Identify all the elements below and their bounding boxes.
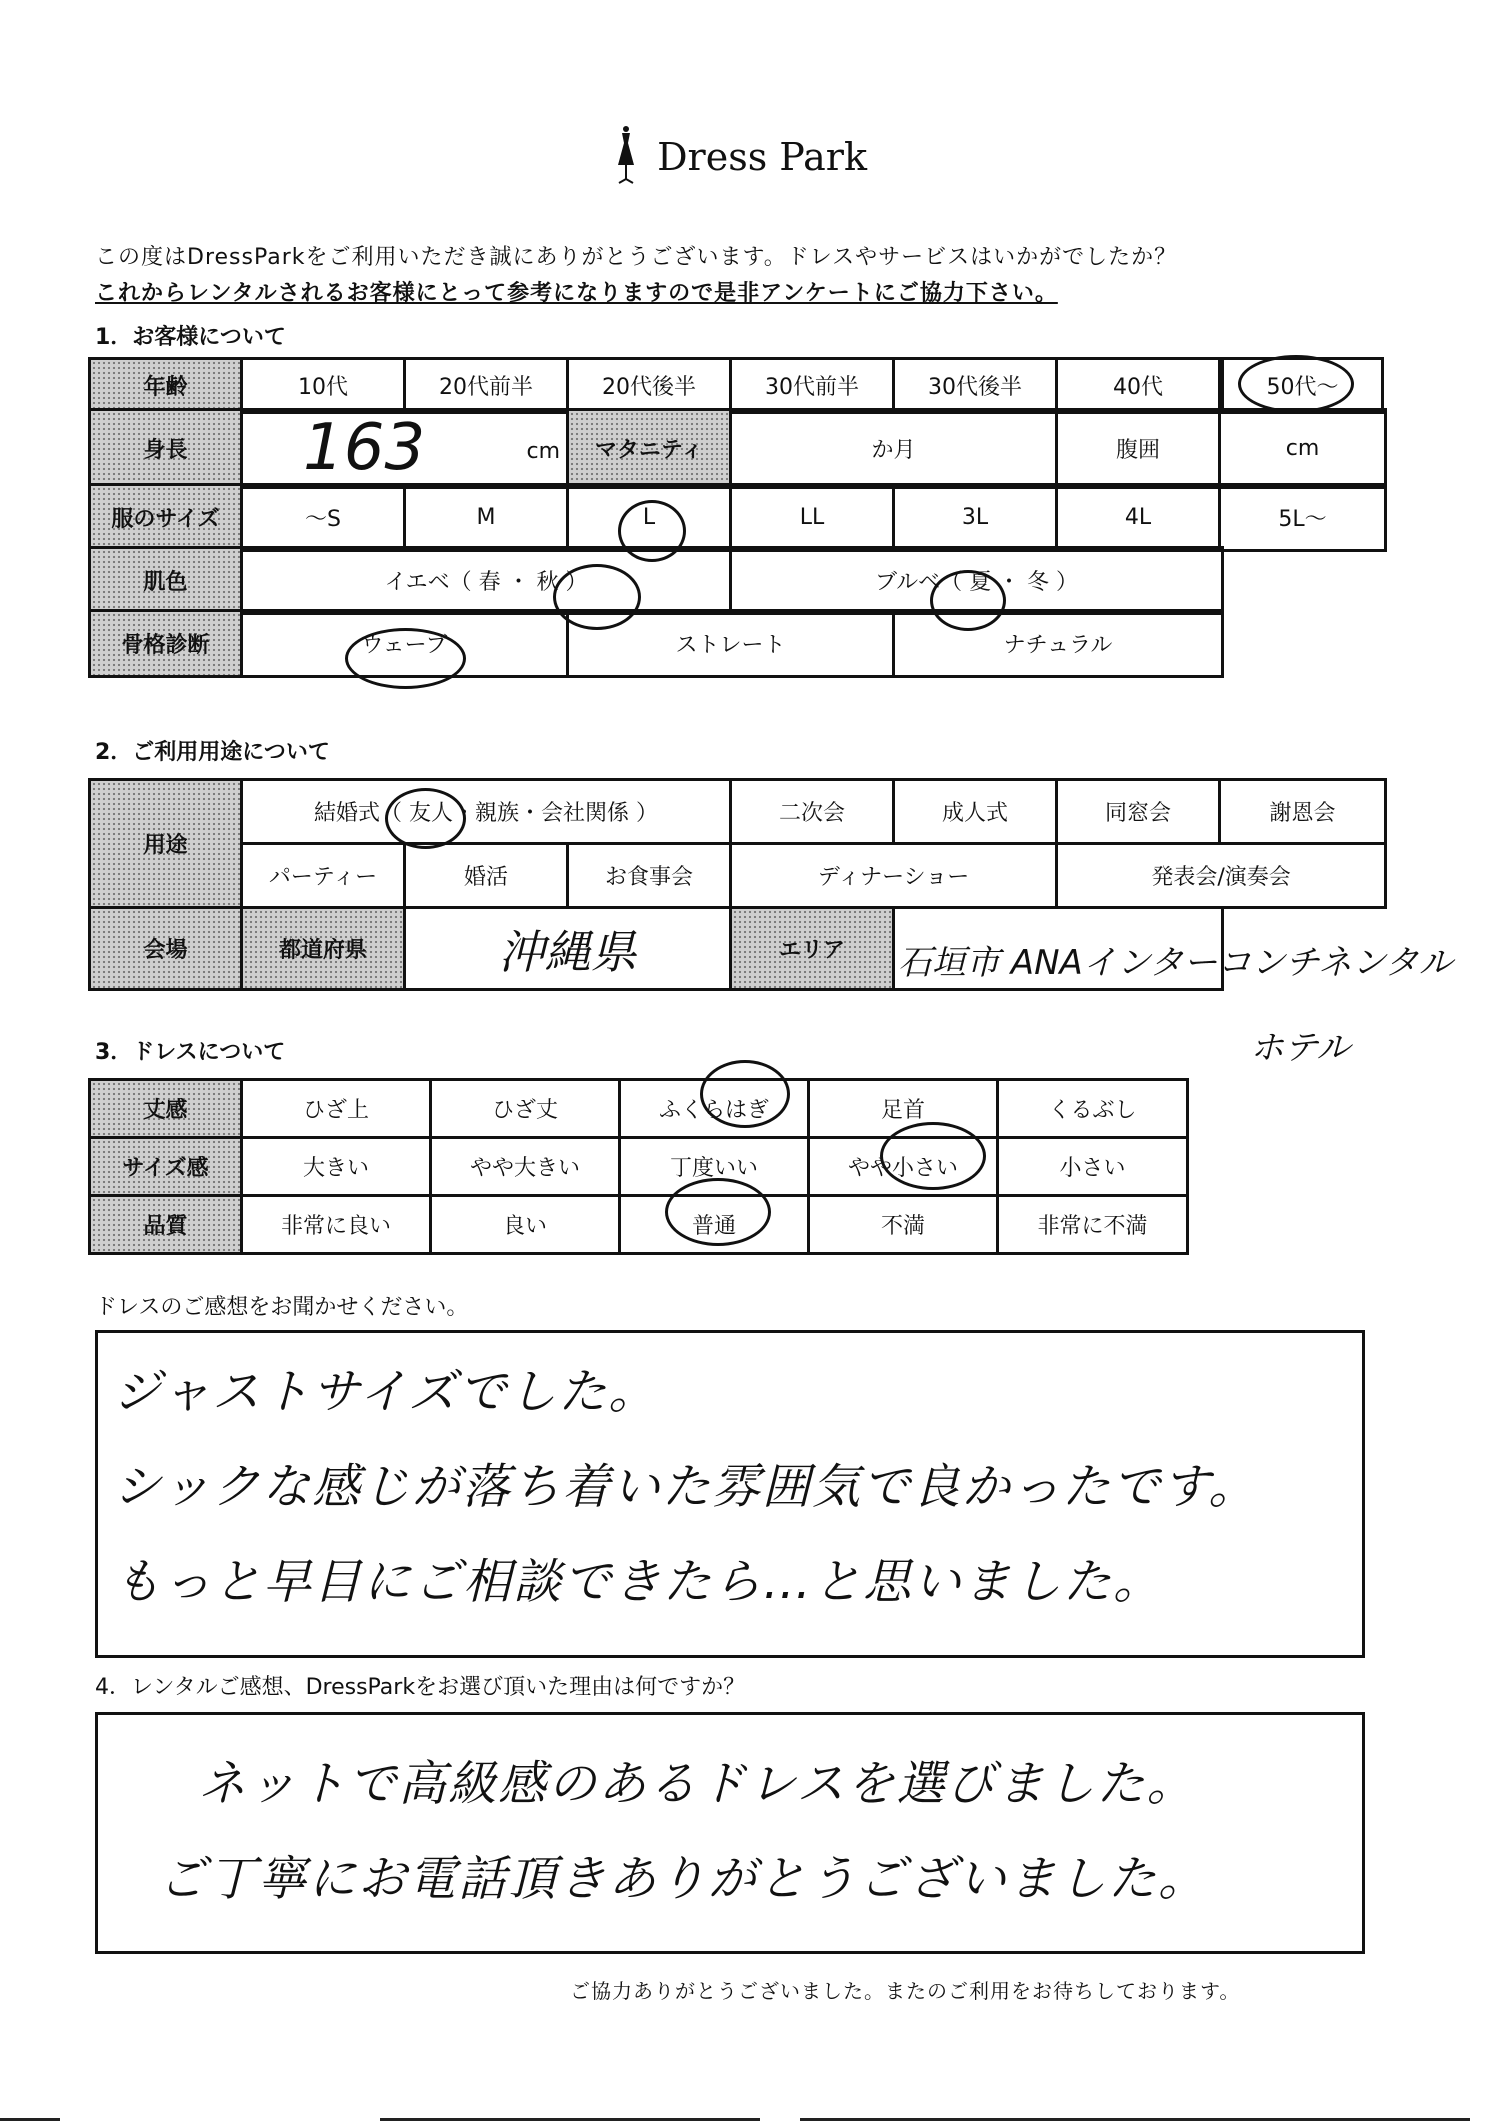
- size-option[interactable]: ～S: [242, 485, 405, 551]
- age-option[interactable]: 20代前半: [405, 359, 568, 413]
- bone-row: [88, 609, 1224, 678]
- purpose-option[interactable]: 発表会/演奏会: [1057, 844, 1386, 908]
- age-option[interactable]: 30代後半: [894, 359, 1057, 413]
- purpose-table: [88, 778, 1387, 909]
- selection-circle: [385, 788, 466, 849]
- selection-circle: [1238, 355, 1354, 413]
- intro-request: これからレンタルされるお客様にとって参考になりますので是非アンケートにご協力下さい。: [95, 281, 1058, 306]
- size-option[interactable]: 3L: [894, 485, 1057, 551]
- height-row: [88, 408, 1387, 489]
- size-row: [88, 483, 1387, 552]
- length-label: 丈感: [90, 1080, 242, 1138]
- bone-label: 骨格診断: [90, 611, 242, 677]
- bone-option[interactable]: ナチュラル: [894, 611, 1223, 677]
- skin-label: 肌色: [90, 548, 242, 614]
- age-option[interactable]: 20代後半: [568, 359, 731, 413]
- reason-box[interactable]: [95, 1712, 1365, 1954]
- purpose-option[interactable]: 婚活: [405, 844, 568, 908]
- fit-option[interactable]: 小さい: [998, 1138, 1188, 1196]
- purpose-option[interactable]: 謝恩会: [1220, 780, 1386, 844]
- scan-edge-mark: [0, 2118, 60, 2121]
- length-option[interactable]: ひざ丈: [431, 1080, 620, 1138]
- quality-option[interactable]: 普通: [620, 1196, 809, 1254]
- intro-text: この度はDressParkをご利用いただき誠にありがとうございます。ドレスやサービスはいかがでしたか？: [95, 245, 1178, 270]
- bone-option[interactable]: ウェーブ: [242, 611, 568, 677]
- size-label: 服のサイズ: [90, 485, 242, 551]
- scan-edge-mark: [380, 2118, 760, 2121]
- impressions-box[interactable]: [95, 1330, 1365, 1658]
- area-label: エリア: [731, 908, 894, 990]
- customer-info-table: [88, 357, 1221, 414]
- dress-form-icon: [615, 125, 637, 196]
- impressions-title: ドレスのご感想をお聞かせください。: [95, 1295, 469, 1320]
- length-option[interactable]: 足首: [809, 1080, 998, 1138]
- quality-option[interactable]: 良い: [431, 1196, 620, 1254]
- purpose-option[interactable]: 二次会: [731, 780, 894, 844]
- area-value-cont: ホテル: [1250, 1028, 1351, 1068]
- selection-circle: [665, 1178, 771, 1246]
- size-option[interactable]: 5L～: [1220, 485, 1386, 551]
- pref-label: 都道府県: [242, 908, 405, 990]
- purpose-option[interactable]: お食事会: [568, 844, 731, 908]
- selection-circle: [930, 570, 1006, 631]
- height-field[interactable]: [242, 410, 568, 488]
- section2-title: 2．ご利用用途について: [95, 740, 330, 765]
- age-label: 年齢: [90, 359, 242, 413]
- reason-line: ネットで高級感のあるドレスを選びました。: [198, 1756, 1197, 1812]
- selection-circle: [880, 1122, 986, 1190]
- purpose-option[interactable]: 同窓会: [1057, 780, 1220, 844]
- fit-label: サイズ感: [90, 1138, 242, 1196]
- area-value: 石垣市 ANAインターコンチネンタル: [898, 943, 1453, 983]
- fit-option[interactable]: やや小さい: [809, 1138, 998, 1196]
- reason-line: ご丁寧にお電話頂きありがとうございました。: [158, 1851, 1209, 1907]
- bone-option[interactable]: ストレート: [568, 611, 894, 677]
- height-unit: cm: [526, 439, 560, 464]
- pref-value: 沖縄県: [498, 924, 637, 979]
- quality-option[interactable]: 非常に不満: [998, 1196, 1188, 1254]
- size-option[interactable]: M: [405, 485, 568, 551]
- maternity-months[interactable]: か月: [731, 410, 1057, 488]
- waist-label: 腹囲: [1057, 410, 1220, 488]
- fit-option[interactable]: 大きい: [242, 1138, 431, 1196]
- selection-circle: [553, 564, 641, 630]
- footer-thanks: ご協力ありがとうございました。またのご利用をお待ちしております。: [570, 1979, 1241, 2003]
- dress-table: [88, 1078, 1189, 1255]
- length-option[interactable]: くるぶし: [998, 1080, 1188, 1138]
- skin-yellow[interactable]: イエベ（ 春 ・ 秋 ）: [242, 548, 731, 614]
- purpose-wedding[interactable]: 結婚式（ 友人・親族・会社関係 ）: [242, 780, 731, 844]
- size-option[interactable]: 4L: [1057, 485, 1220, 551]
- selection-circle: [618, 500, 686, 562]
- height-label: 身長: [90, 410, 242, 488]
- age-option[interactable]: 40代: [1057, 359, 1220, 413]
- logo-text: Dress Park: [657, 135, 868, 179]
- age-option[interactable]: 10代: [242, 359, 405, 413]
- purpose-label: 用途: [90, 780, 242, 908]
- impression-line: ジャストサイズでした。: [113, 1364, 659, 1420]
- pref-field[interactable]: [405, 908, 731, 990]
- quality-option[interactable]: 非常に良い: [242, 1196, 431, 1254]
- maternity-label: マタニティ: [568, 410, 731, 488]
- size-option[interactable]: L: [568, 485, 731, 551]
- quality-label: 品質: [90, 1196, 242, 1254]
- fit-option[interactable]: やや大きい: [431, 1138, 620, 1196]
- quality-option[interactable]: 不満: [809, 1196, 998, 1254]
- section4-title: 4．レンタルご感想、DressParkをお選び頂いた理由は何ですか？: [95, 1675, 746, 1700]
- dresspark-logo: [615, 125, 867, 196]
- scan-edge-mark: [800, 2118, 1470, 2121]
- venue-label: 会場: [90, 908, 242, 990]
- selection-circle: [700, 1060, 790, 1128]
- purpose-option[interactable]: ディナーショー: [731, 844, 1057, 908]
- purpose-option[interactable]: パーティー: [242, 844, 405, 908]
- height-value: 163: [303, 411, 426, 485]
- section1-title: 1．お客様について: [95, 325, 286, 350]
- impression-line: シックな感じが落ち着いた雰囲気で良かったです。: [113, 1459, 1259, 1515]
- fit-option[interactable]: 丁度いい: [620, 1138, 809, 1196]
- impression-line: もっと早目にご相談できたら…と思いました。: [113, 1554, 1164, 1610]
- size-option[interactable]: LL: [731, 485, 894, 551]
- section3-title: 3．ドレスについて: [95, 1040, 286, 1065]
- selection-circle: [345, 628, 466, 689]
- age-option-50s[interactable]: 50代～: [1223, 359, 1383, 413]
- skin-blue[interactable]: ブルベ（ 夏 ・ 冬 ）: [731, 548, 1223, 614]
- purpose-option[interactable]: 成人式: [894, 780, 1057, 844]
- length-option[interactable]: ひざ上: [242, 1080, 431, 1138]
- age-option[interactable]: 30代前半: [731, 359, 894, 413]
- length-option[interactable]: ふくらはぎ: [620, 1080, 809, 1138]
- waist-unit[interactable]: cm: [1220, 410, 1386, 488]
